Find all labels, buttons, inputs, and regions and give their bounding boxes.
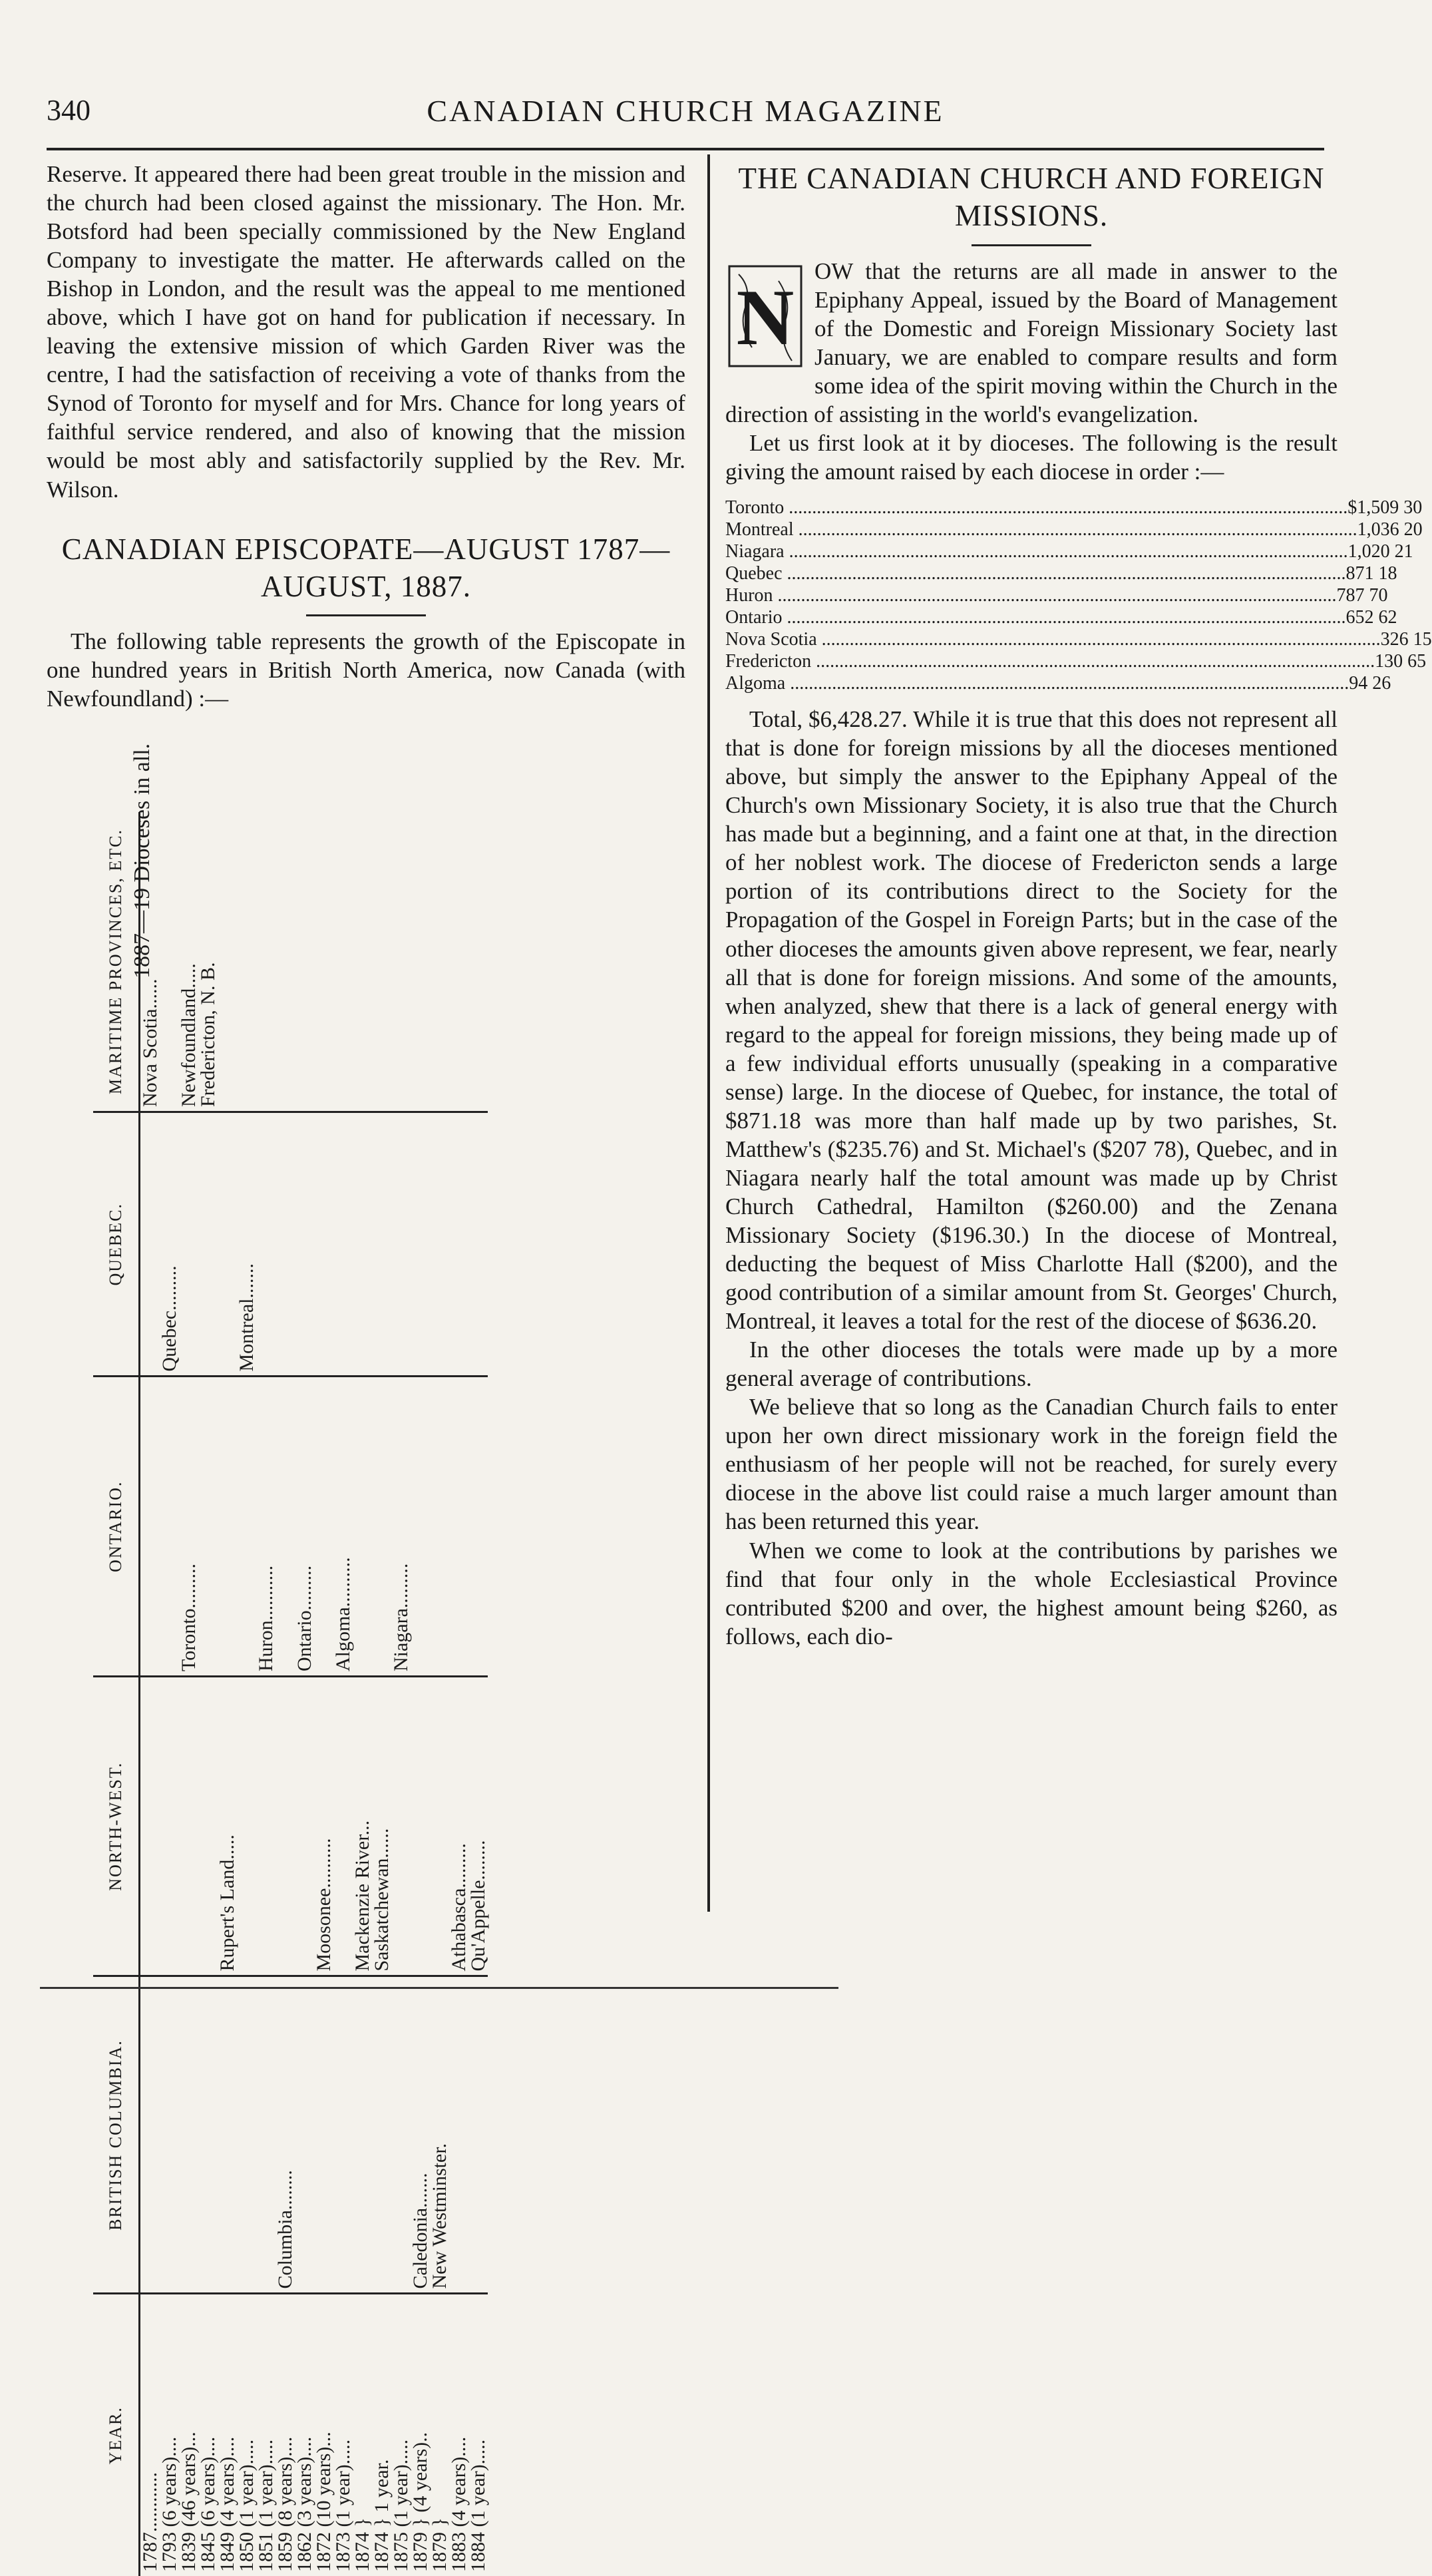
table-row — [275, 812, 295, 2576]
table-cell — [140, 1112, 160, 1377]
left-column — [47, 160, 685, 713]
table-cell — [353, 1377, 372, 1677]
table-cell — [411, 812, 430, 1112]
table-cell — [295, 1677, 314, 1977]
table-cell — [430, 1677, 449, 1977]
table-cell — [391, 1677, 411, 1977]
table-cell: Saskatchewan...... — [372, 1677, 391, 1977]
diocese-amount: 1,020 21 — [1347, 540, 1413, 562]
diocese-name: Nova Scotia ..... — [725, 628, 1381, 650]
diocese-row — [725, 584, 1388, 606]
table-cell: 1851 (1 year)..... — [256, 2294, 275, 2576]
diocese-name: Ontario ..... — [725, 606, 1346, 628]
table-cell — [237, 1677, 256, 1977]
table-cell: 1872 (10 years)... — [314, 2294, 333, 2576]
table-cell: 1845 (6 years).... — [198, 2294, 218, 2576]
table-cell — [353, 812, 372, 1112]
missions-paragraph-6: When we come to look at the contributions by parishes we find that four only in the whole Ecclesiastical Province contributed $200 and over, the highest amount being $260, as follows, each dio- — [725, 1537, 1338, 1649]
table-cell — [295, 812, 314, 1112]
table-cell — [198, 1112, 218, 1377]
diocese-name: Montreal ..... — [725, 519, 1357, 540]
diocese-name: Toronto ..... — [725, 497, 1347, 519]
table-cell — [430, 812, 449, 1112]
table-cell: 1787............ — [140, 2294, 160, 2576]
table-row — [449, 812, 468, 2576]
table-total-text: 1887—19 Dioceses in all. — [130, 743, 154, 978]
table-cell: Nova Scotia...... — [139, 978, 161, 1107]
header-north-west: NORTH-WEST. — [93, 1677, 140, 1977]
dropcap-n-ornament — [725, 261, 805, 374]
table-header-row — [93, 812, 140, 2576]
table-cell — [237, 1976, 256, 2294]
table-cell: Niagara......... — [391, 1377, 411, 1677]
table-cell — [256, 1976, 275, 2294]
table-cell: 1873 (1 year)..... — [333, 2294, 353, 2576]
table-cell — [275, 1112, 295, 1377]
table-cell: 1862 (3 years).... — [295, 2294, 314, 2576]
table-cell — [372, 1976, 391, 2294]
diocese-name: Huron ..... — [725, 584, 1337, 606]
missions-paragraph-5: We believe that so long as the Canadian Church fails to enter upon her own direct missionary work in the foreign field the enthusiasm of her people will not be reached, for surely every diocese in the above list could raise a much larger amount than has been returned this year. — [725, 1394, 1338, 1535]
table-cell — [314, 1976, 333, 2294]
table-cell — [198, 1677, 218, 1977]
table-cell — [411, 1377, 430, 1677]
table-row — [372, 812, 391, 2576]
diocese-row — [725, 650, 1427, 672]
table-cell: 1849 (4 years).... — [218, 2294, 237, 2576]
table-cell: Caledonia....... — [411, 1976, 430, 2294]
table-cell — [140, 1377, 160, 1677]
table-row — [468, 812, 488, 2576]
table-cell — [333, 1976, 353, 2294]
table-cell: Quebec......... — [160, 1112, 179, 1377]
missions-paragraph-2: Let us first look at it by dioceses. The following is the result giving the amount raised by each diocese in order :— — [725, 429, 1338, 485]
table-cell — [179, 1976, 198, 2294]
table-cell — [198, 1377, 218, 1677]
footer-rule — [40, 1987, 838, 1989]
table-row — [237, 812, 256, 2576]
table-row — [160, 812, 179, 2576]
table-cell: 1859 (8 years).... — [275, 2294, 295, 2576]
diocese-name: Algoma ..... — [725, 672, 1349, 694]
table-cell — [160, 1377, 179, 1677]
diocese-row — [725, 497, 1423, 519]
table-cell: Moosonee.......... — [314, 1677, 333, 1977]
table-cell — [468, 1112, 488, 1377]
table-cell — [256, 812, 275, 1112]
table-cell: 1879 } — [430, 2294, 449, 2576]
table-cell — [179, 1112, 198, 1377]
header-quebec: QUEBEC. — [93, 1112, 140, 1377]
table-row — [430, 812, 449, 2576]
diocese-amount-list — [725, 497, 1432, 694]
missions-heading: THE CANADIAN CHURCH AND FOREIGN MISSIONS. — [738, 162, 1325, 233]
table-cell — [160, 812, 179, 1112]
table-cell — [353, 1112, 372, 1377]
table-cell — [140, 1677, 160, 1977]
table-cell — [430, 1377, 449, 1677]
diocese-row — [725, 672, 1391, 694]
episcopate-heading: CANADIAN EPISCOPATE—AUGUST 1787—AUGUST, 1887. — [61, 532, 671, 603]
table-row — [333, 812, 353, 2576]
table-cell: 1793 (6 years).... — [160, 2294, 179, 2576]
table-cell — [333, 812, 353, 1112]
table-cell: Qu'Appelle........ — [468, 1677, 488, 1977]
table-cell — [391, 1112, 411, 1377]
table-total — [130, 743, 156, 978]
table-cell — [218, 1112, 237, 1377]
diocese-amount: 871 18 — [1345, 562, 1397, 584]
diocese-amount: 787 70 — [1336, 585, 1388, 606]
missions-paragraph-3: Total, $6,428.27. While it is true that this does not represent all that is done for foreign missions by all the dioceses mentioned above, but simply the answer to the Epiphany Appeal of the Church's own Missionary Society, it is also true that the Church has made but a beginning, and a faint one at that, in the direction of her noblest work. The diocese of Fredericton sends a large portion of its contributions direct to the Society for the Propagation of the Gospel in Foreign Parts; but in the case of the other dioceses the amounts given above represent, we fear, nearly all that is done for foreign missions. And some of the amounts, when analyzed, shew that there is a lack of general energy with regard to the appeal for foreign missions, they being made up of a few individual efforts unusually (speaking in a comparative sense) large. In the diocese of Quebec, for instance, the total of $871.18 was more than half made up by two parishes, St. Matthew's ($235.76) and St. Michael's ($207 78), Quebec, and in Niagara nearly half the total amount was made up by Christ Church Cathedral, Hamilton ($260.00) and the Zenana Missionary Society ($196.30.) In the diocese of Montreal, deducting the bequest of Miss Charlotte Hall ($200), and the good contribution of a similar amount from St. Georges' Church, Montreal, it leaves a total for the rest of the diocese of $636.20. — [725, 706, 1338, 1335]
table-cell: 1883 (4 years).... — [449, 2294, 468, 2576]
table-cell — [449, 1976, 468, 2294]
table-cell — [218, 1976, 237, 2294]
table-cell — [314, 812, 333, 1112]
table-cell: 1839 (46 years)... — [179, 2294, 198, 2576]
table-cell — [256, 1112, 275, 1377]
table-cell — [275, 1377, 295, 1677]
diocese-amount: 94 26 — [1349, 673, 1391, 694]
table-cell: Rupert's Land..... — [218, 1677, 237, 1977]
table-cell: 1875 (1 year)..... — [391, 2294, 411, 2576]
table-cell — [449, 1112, 468, 1377]
table-cell — [353, 1976, 372, 2294]
header-ontario: ONTARIO. — [93, 1377, 140, 1677]
table-cell: Athabasca......... — [449, 1677, 468, 1977]
table-cell — [179, 1677, 198, 1977]
diocese-amount: 652 62 — [1345, 607, 1397, 628]
diocese-amount: $1,509 30 — [1347, 497, 1423, 518]
table-cell: New Westminster. — [430, 1976, 449, 2294]
table-cell: Montreal....... — [237, 1112, 256, 1377]
header-rule — [47, 148, 1324, 150]
diocese-row — [725, 562, 1397, 584]
table-cell — [468, 1976, 488, 2294]
table-row — [198, 812, 218, 2576]
table-cell — [237, 812, 256, 1112]
right-column — [725, 160, 1432, 1651]
table-cell — [160, 1677, 179, 1977]
table-cell: 1874 } — [353, 2294, 372, 2576]
table-cell — [218, 1377, 237, 1677]
diocese-name: Fredericton ..... — [725, 650, 1375, 672]
table-cell: Huron........... — [256, 1377, 275, 1677]
table-cell — [140, 1976, 160, 2294]
table-cell: Newfoundland..... — [178, 963, 200, 1107]
table-cell: 1884 (1 year)..... — [468, 2294, 488, 2576]
table-cell: Toronto......... — [179, 1377, 198, 1677]
page-number: 340 — [47, 94, 90, 126]
table-row — [179, 812, 198, 2576]
table-cell — [314, 1112, 333, 1377]
table-intro: The following table represents the growth of the Episcopate in one hundred years in British North America, now Canada (with Newfoundland) :— — [47, 628, 685, 712]
table-cell: 1879 } (4 years).. — [411, 2294, 430, 2576]
table-cell — [333, 1677, 353, 1977]
table-cell — [237, 1377, 256, 1677]
table-row — [256, 812, 275, 2576]
diocese-name: Niagara ..... — [725, 540, 1348, 562]
table-cell — [449, 812, 468, 1112]
svg-text:N: N — [736, 272, 795, 361]
table-cell — [275, 812, 295, 1112]
table-cell — [198, 1976, 218, 2294]
table-row — [295, 812, 314, 2576]
table-cell — [468, 1377, 488, 1677]
table-cell — [314, 1377, 333, 1677]
diocese-row — [725, 606, 1397, 628]
table-row — [140, 812, 160, 2576]
header-maritime: MARITIME PROVINCES, ETC. — [93, 812, 140, 1112]
table-cell — [391, 812, 411, 1112]
table-cell — [430, 1112, 449, 1377]
table-cell — [256, 1677, 275, 1977]
table-row — [218, 812, 237, 2576]
table-cell — [372, 1112, 391, 1377]
table-cell — [160, 1976, 179, 2294]
table-cell: Columbia........ — [275, 1976, 295, 2294]
table-cell — [411, 1677, 430, 1977]
table-cell — [391, 1976, 411, 2294]
table-cell — [372, 812, 391, 1112]
table-row — [314, 812, 333, 2576]
table-cell: 1850 (1 year)..... — [237, 2294, 256, 2576]
table-cell: Ontario......... — [295, 1377, 314, 1677]
column-divider — [707, 154, 710, 1912]
table-cell: Mackenzie River... — [353, 1677, 372, 1977]
table-cell: 1874 } 1 year. — [372, 2294, 391, 2576]
table-cell — [468, 812, 488, 1112]
header-year: YEAR. — [93, 2294, 140, 2576]
table-row — [391, 812, 411, 2576]
table-cell — [411, 1112, 430, 1377]
table-cell — [275, 1677, 295, 1977]
table-cell — [333, 1112, 353, 1377]
missions-paragraph-4: In the other dioceses the totals were made up by a more general average of contributions. — [725, 1337, 1338, 1392]
magazine-title: CANADIAN CHURCH MAGAZINE — [427, 94, 944, 128]
episcopate-table — [93, 743, 672, 2576]
diocese-row — [725, 519, 1423, 540]
diocese-amount: 326 15 — [1380, 629, 1432, 650]
table-cell — [295, 1112, 314, 1377]
header-british-columbia: BRITISH COLUMBIA. — [93, 1976, 140, 2294]
diocese-row — [725, 628, 1432, 650]
page-header — [47, 93, 1324, 133]
table-cell — [295, 1976, 314, 2294]
table-cell — [372, 1377, 391, 1677]
diocese-amount: 130 65 — [1375, 651, 1427, 672]
heading-rule — [972, 244, 1091, 246]
table-cell — [449, 1377, 468, 1677]
heading-rule — [306, 614, 426, 616]
diocese-amount: 1,036 20 — [1357, 519, 1423, 540]
table-cell: Algoma.......... — [333, 1377, 353, 1677]
table-row — [411, 812, 430, 2576]
missions-paragraph-1: OW that the returns are all made in answer to the Epiphany Appeal, issued by the Board of Management of the Domestic and Foreign Missionary Society last January, we are enabled to compare results and form some idea of the spirit moving within the Church in the direction of assisting in the world's evangelization. — [725, 258, 1338, 427]
diocese-name: Quebec ..... — [725, 562, 1346, 584]
intro-paragraph: Reserve. It appeared there had been great trouble in the mission and the church had been closed against the missionary. The Hon. Mr. Botsford had been specially commissioned by the New England Company to investigate the matter. He afterwards called on the Bishop in London, and the result was the appeal to me mentioned above, which I have got on hand for publication if necessary. In leaving the extensive mission of which Garden River was the centre, I had the satisfaction of receiving a vote of thanks from the Synod of Toronto for myself and for Mrs. Chance for long years of faithful service rendered, and also of knowing that the mission would be most ably and satisfactorily supplied by the Rev. Mr. Wilson. — [47, 161, 685, 503]
table-row — [353, 812, 372, 2576]
table-body — [140, 812, 488, 2576]
table-cell — [218, 812, 237, 1112]
table-cell: Fredericton, N. B. — [197, 962, 219, 1107]
diocese-row — [725, 540, 1413, 562]
